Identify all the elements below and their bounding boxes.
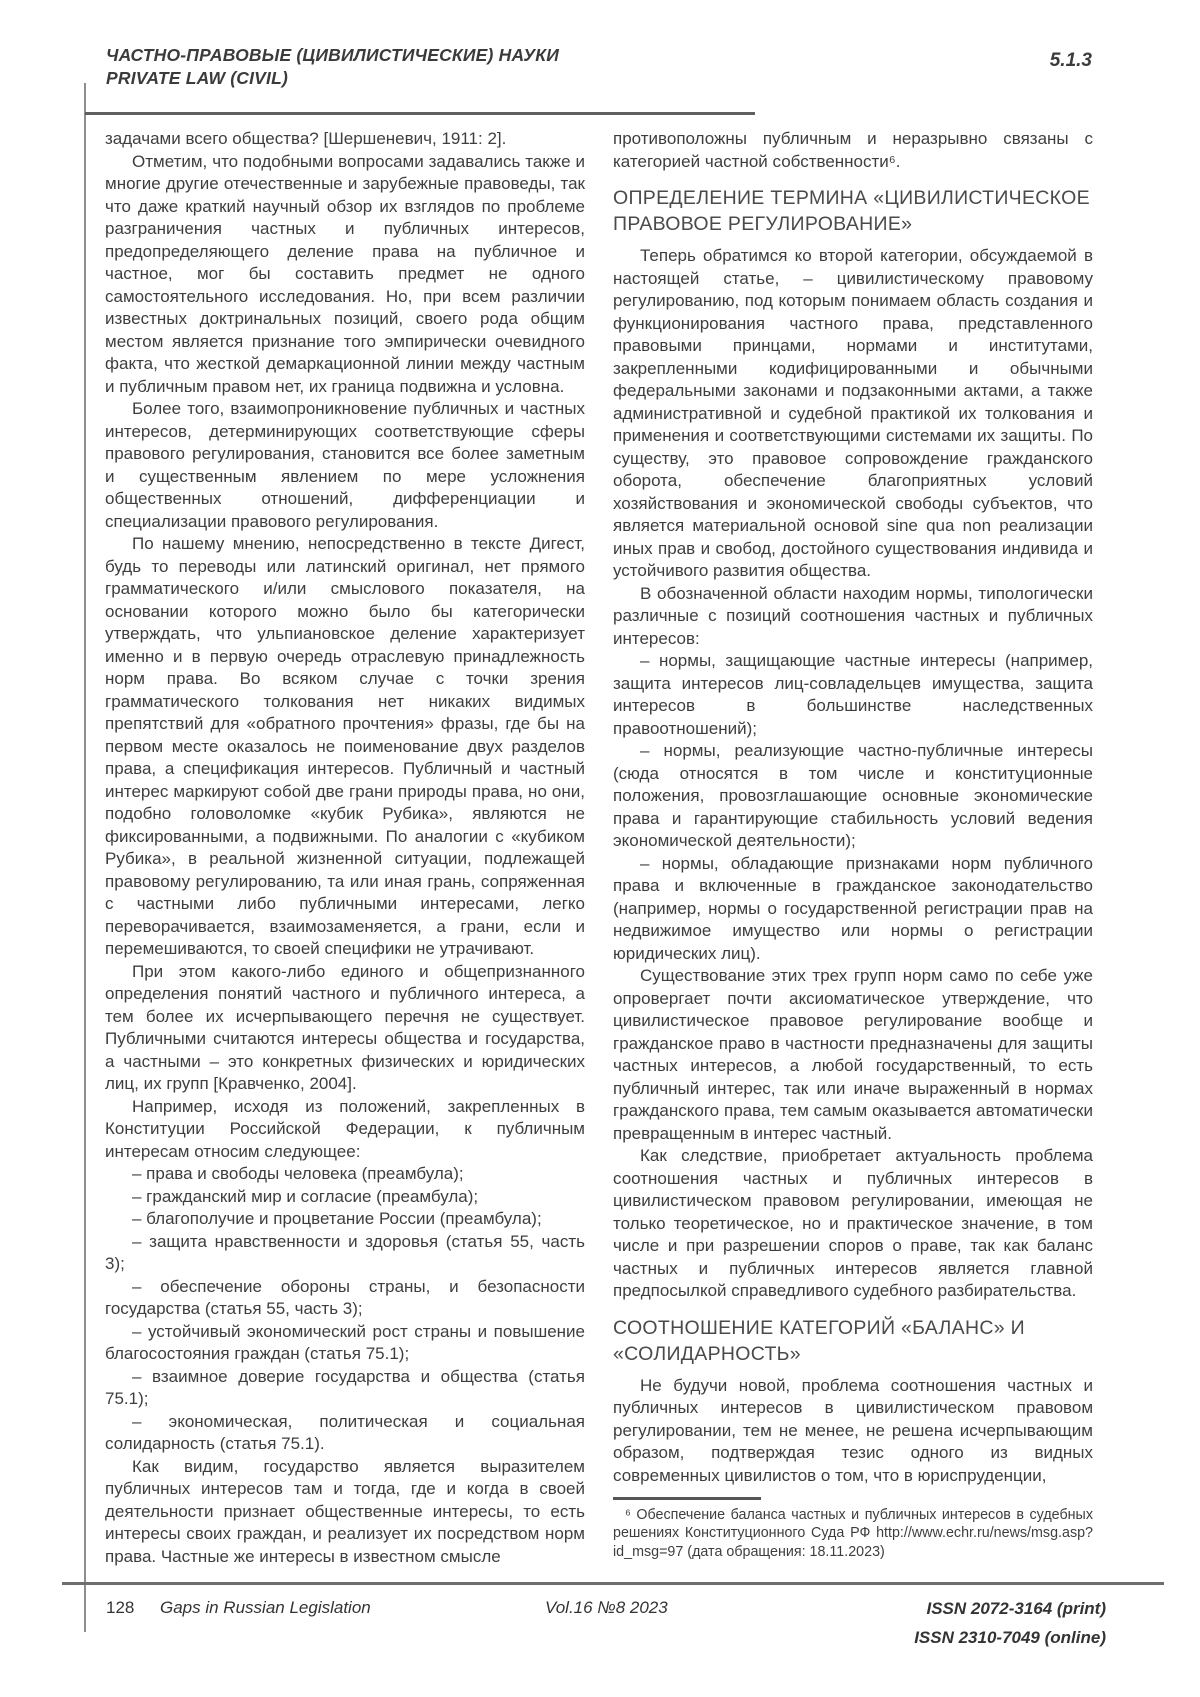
issn-online: ISSN 2310-7049 (online) (914, 1628, 1106, 1647)
list-item: – права и свободы человека (преамбула); (132, 1164, 464, 1183)
paragraph: Теперь обратимся ко второй категории, обсуждаемой в настоящей статье, – цивилистическому правовому регулированию, под которым понимаем область создания и функционирования частного права, представленного правовыми принцами, нормами и институтами, закрепленными кодифицированными и обычными федеральными законами и подзаконными актами, а также административной и судебной практикой их толкования и применения и соответствующими системами их защиты. По существу, это правовое сопровождение гражданского оборота, обеспечение благоприятных условий хозяйствования и экономической свободы субъектов, что является материальной основой sine qua non реализации иных прав и свобод, достойного существования индивида и устойчивого развития общества. (613, 246, 1093, 580)
paragraph-continuation: противоположны публичным и неразрывно связаны с категорией частной собственности⁶. (613, 129, 1093, 171)
page-number: 128 (106, 1598, 135, 1617)
paragraph: При этом какого-либо единого и общепризнанного определения понятий частного и публичного интереса, а тем более их исчерпывающего перечня не существует. Публичными считаются интересы общества и государства, а частными – это конкретных физических и юридических лиц, их групп [Кравченко, 2004]. (105, 961, 585, 1093)
paragraph: Как следствие, приобретает актуальность проблема соотношения частных и публичных интересов в цивилистическом правовом регулировании, имеющая не только теоретическое, но и практическое значение, в том числе и при разрешении споров о праве, так как баланс частных и публичных интересов является главной предпосылкой справедливого судебного разбирательства. (613, 1146, 1093, 1300)
journal-title: Gaps in Russian Legislation (160, 1598, 371, 1617)
footer-rule (62, 1582, 1164, 1585)
footnote-rule (613, 1497, 761, 1500)
section-heading-balance-solidarity: СООТНОШЕНИЕ КАТЕГОРИЙ «БАЛАНС» И «СОЛИДАРНОСТЬ» (613, 1316, 1025, 1365)
list-item: – нормы, реализующие частно-публичные интересы (сюда относятся в том числе и конституционные положения, провозглашающие основные экономические права и гарантирующие стабильность условий ведения экономической деятельности); (613, 741, 1093, 850)
list-item: – нормы, обладающие признаками норм публичного права и включенные в гражданское законодательство (например, нормы о государственной регистрации прав на недвижимое имущество или нормы о регистрации юридических лиц). (613, 853, 1093, 963)
paragraph: Например, исходя из положений, закрепленных в Конституции Российской Федерации, к публичным интересам относим следующее: (105, 1096, 585, 1161)
rubric-title-english: PRIVATE LAW (CIVIL) (106, 68, 289, 88)
paragraph: Существование этих трех групп норм само по себе уже опровергает почти аксиоматическое утверждение, что цивилистическое правовое регулирование вообще и гражданское право в частности предназначены для защиты частных интересов, а любой государственный, то есть публичный интерес, так или иначе выраженный в нормах гражданского права, тем самым оказывается автоматически превращенным в интерес частный. (613, 966, 1093, 1143)
right-column (613, 128, 1093, 1561)
list-item: – устойчивый экономический рост страны и повышение благосостояния граждан (статья 75.1); (105, 1321, 585, 1363)
paragraph: Отметим, что подобными вопросами задавались также и многие другие отечественные и зарубежные правоведы, так что даже краткий научный обзор их взглядов по проблеме разграничения частных и публичных интересов, предопределяющего деление права на публичное и частное, мог бы составить предмет не одного самостоятельного исследования. Но, при всем различии известных доктринальных позиций, своего рода общим местом является признание того эмпирически очевидного факта, что жесткой демаркационной линии между частным и публичным правом нет, их граница подвижна и условна. (105, 151, 585, 396)
paragraph: В обозначенной области находим нормы, типологически различные с позиций соотношения частных и публичных интересов: (613, 583, 1093, 648)
list-item: – гражданский мир и согласие (преамбула); (132, 1186, 479, 1206)
header-rule (85, 112, 755, 115)
list-item: – защита нравственности и здоровья (статья 55, часть 3); (105, 1231, 585, 1273)
section-code: 5.1.3 (1049, 50, 1092, 71)
paragraph: Как видим, государство является выразителем публичных интересов там и тогда, где и когда в своей деятельности признает общественные интересы, то есть интересы своих граждан, и реализует их посредством норм права. Частные же интересы в известном смысле (105, 1456, 585, 1566)
list-item: – экономическая, политическая и социальная солидарность (статья 75.1). (105, 1411, 585, 1453)
list-item: – обеспечение обороны страны, и безопасности государства (статья 55, часть 3); (105, 1276, 585, 1318)
left-margin-rule (84, 83, 86, 1632)
section-heading-definition: ОПРЕДЕЛЕНИЕ ТЕРМИНА «ЦИВИЛИСТИЧЕСКОЕ ПРАВОВОЕ РЕГУЛИРОВАНИЕ» (613, 187, 1090, 235)
list-item: – взаимное доверие государства и общества (статья 75.1); (105, 1366, 585, 1408)
list-item: – нормы, защищающие частные интересы (например, защита интересов лиц-совладельцев имущества, защита интересов в большинстве наследственных правоотношений); (613, 651, 1093, 738)
paragraph: Более того, взаимопроникновение публичных и частных интересов, детерминирующих соответствующие сферы правового регулирования, становится все более заметным и существенным явлением по мере усложнения общественных отношений, дифференциации и специализации правового регулирования. (105, 399, 585, 531)
page-header (106, 44, 559, 90)
paragraph: По нашему мнению, непосредственно в тексте Дигест, будь то переводы или латинский оригинал, нет прямого грамматического и/или смыслового показателя, на основании которого можно было бы категорически утверждать, что ульпиановское деление характеризует именно и в первую очередь отраслевую принадлежность норм права. Во всяком случае с точки зрения грамматического толкования нет никаких видимых препятствий для «обратного прочтения» фразы, где бы на первом месте оказалось не поименование двух разделов права, а спецификация интересов. Публичный и частный интерес маркируют собой две грани природы права, но они, подобно головоломке «кубик Рубика», являются не фиксированными, а подвижными. По аналогии с «кубиком Рубика», в реальной жизненной ситуации, подлежащей правовому регулированию, та или иная грань, сопряженная с частными либо публичными интересами, легко переворачивается, взаимозаменяется, а грани, если и перемешиваются, то своей специфики не утрачивают. (105, 534, 585, 958)
issn-print: ISSN 2072-3164 (print) (926, 1599, 1106, 1618)
left-column (105, 128, 585, 1568)
issn-block (914, 1594, 1106, 1652)
issue-info: Vol.16 №8 2023 (545, 1598, 668, 1617)
paragraph-continuation: задачами всего общества? [Шершеневич, 1911: 2]. (105, 129, 507, 148)
list-item: – благополучие и процветание России (преамбула); (132, 1209, 542, 1228)
footnote-text: ⁶ Обеспечение баланса частных и публичных интересов в судебных решениях Конституционного Суда РФ http://www.echr.ru/news/msg.asp?id_msg=97 (дата обращения: 18.11.2023) (613, 1507, 1093, 1560)
paragraph: Не будучи новой, проблема соотношения частных и публичных интересов в цивилистическом правовом регулировании, тем не менее, не решена исчерпывающим образом, подтверждая тезис одного из видных современных цивилистов о том, что в юриспруденции, (613, 1375, 1093, 1485)
rubric-title-russian: ЧАСТНО-ПРАВОВЫЕ (ЦИВИЛИСТИЧЕСКИЕ) НАУКИ (106, 45, 560, 65)
